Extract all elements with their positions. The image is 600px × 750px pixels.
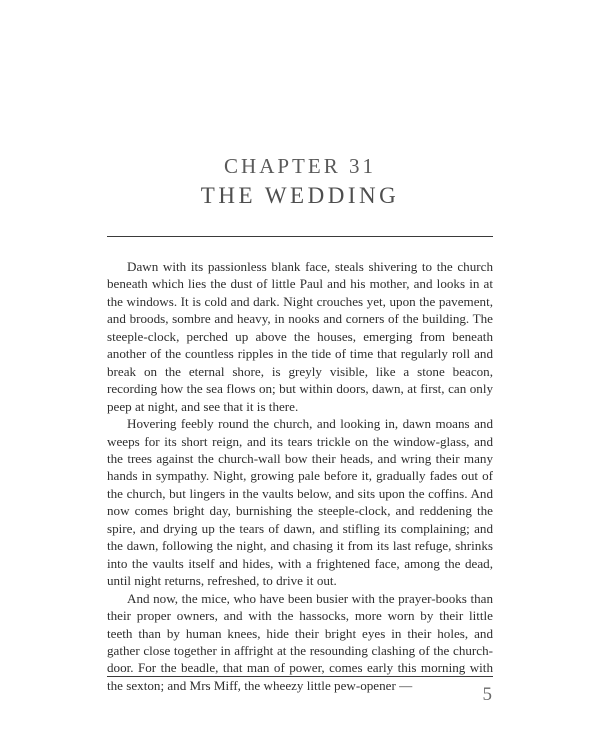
chapter-number: CHAPTER 31 <box>224 154 376 178</box>
bottom-divider <box>107 676 493 677</box>
chapter-title: THE WEDDING <box>200 183 400 208</box>
paragraph-3: And now, the mice, who have been busier with the prayer-books than their proper owners, and with the hassocks, more worn by their little teeth than by human knees, hide their bright eyes in their holes, and gather close together in affright at the resounding clashing of the church-door. For the beadle, that man of power, comes early this morning with the sexton; and Mrs Miff, the wheezy little pew-opener — <box>107 590 493 693</box>
body-text <box>107 258 493 694</box>
paragraph-1: Dawn with its passionless blank face, steals shivering to the church beneath which lies the dust of little Paul and his mother, and looks in at the windows. It is cold and dark. Night crouches yet, upon the pavement, and broods, sombre and heavy, in nooks and corners of the building. The steeple-clock, perched up above the houses, emerging from beneath another of the countless ripples in the tide of time that regularly roll and break on the eternal shore, is greyly visible, like a stone beacon, recording how the sea flows on; but within doors, dawn, at first, can only peep at night, and see that it is there. <box>107 259 493 414</box>
page-number: 5 <box>482 684 492 705</box>
top-divider <box>107 236 493 237</box>
paragraph-2: Hovering feebly round the church, and looking in, dawn moans and weeps for its short reign, and its tears trickle on the window-glass, and the trees against the church-wall bow their heads, and wring their many hands in sympathy. Night, growing pale before it, gradually fades out of the church, but lingers in the vaults below, and sits upon the coffins. And now comes bright day, burnishing the steeple-clock, and reddening the spire, and drying up the tears of dawn, and stifling its complaining; and the dawn, following the night, and chasing it from its last refuge, shrinks into the vaults itself and hides, with a frightened face, among the dead, until night returns, refreshed, to drive it out. <box>107 416 493 589</box>
